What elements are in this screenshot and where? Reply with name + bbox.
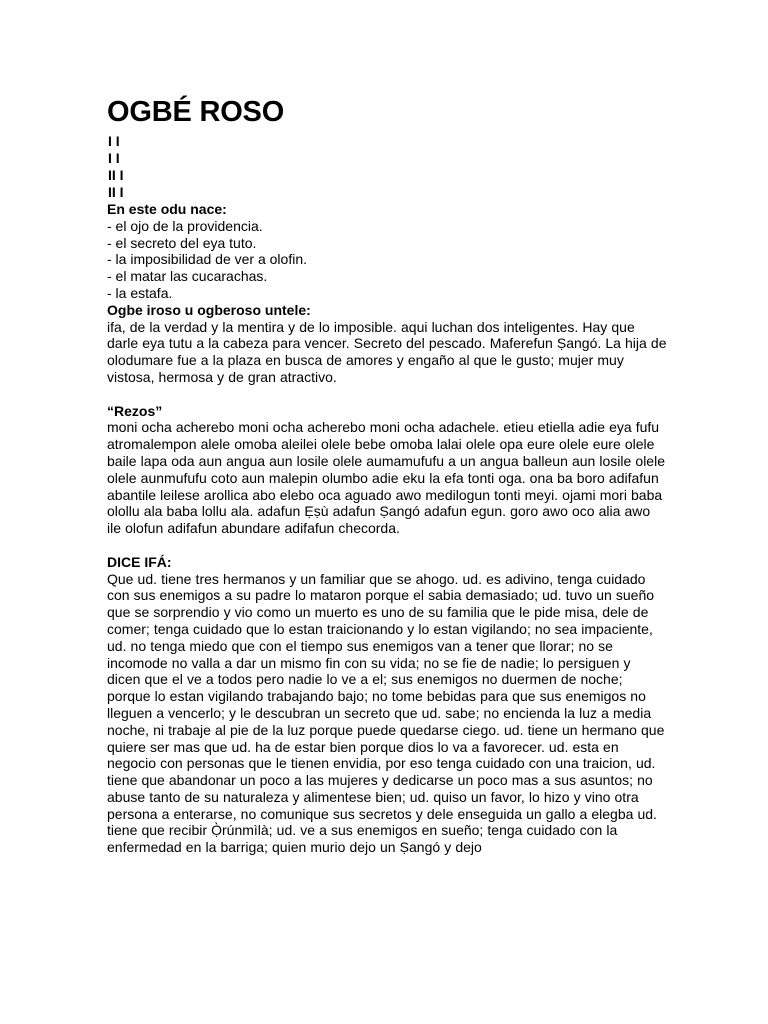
list-item: - el matar las cucarachas. [107,268,268,285]
document-page [107,95,667,856]
section-heading-dice-ifa: DICE IFÁ: [107,553,172,570]
list-item: - la estafa. [107,284,173,301]
odu-mark-line: II I [108,167,124,183]
dice-ifa-paragraph: Que ud. tiene tres hermanos y un familiar que se ahogo. ud. es adivino, tenga cuidado con sus enemigos a su padre lo mataron porque el sabia demasiado; ud. tuvo un sueño que se sorprendio y vio como un muerto es uno de su familia que le pide misa, dele de comer; tenga cuidado que lo estan traicionando y lo estan vigilando; no sea impaciente, ud. no tenga miedo que con el tiempo sus enemigos van a tener que llorar; no se incomode no valla a dar un mismo fin con su vida; no se fie de nadie; lo persiguen y dicen que el ve a todos pero nadie lo ve a el; sus enemigos no duermen de noche; porque lo estan vigilando trabajando bajo; no tome bebidas para que sus enemigos no lleguen a vencerlo; y le descubran un secreto que ud. sabe; no encienda la luz a media noche, ni trabaje al pie de la luz porque puede quedarse ciego. ud. tiene un hermano que quiere ser mas que ud. ha de estar bien porque dios lo va a favorecer. ud. esta en negocio con personas que le tienen envidia, por eso tenga cuidado con una traicion, ud. tiene que abandonar un poco a las mujeres y dedicarse un poco mas a sus asuntos; no abuse tanto de su naturaleza y alimentese bien; ud. quiso un favor, lo hizo y vino otra persona a enterarse, no comunique sus secretos y dele enseguida un gallo a elegba ud. tiene que recibir Ọ̀rúnmìlà; ud. ve a sus enemigos en sueño; tenga cuidado con la enfermedad en la barriga; quien murio dejo un Ṣangó y dejo [107,570,665,856]
document-title: OGBÉ ROSO [107,96,285,128]
section-heading-en-este-odu-nace: En este odu nace: [107,201,227,217]
odu-mark-line: II I [108,184,124,200]
rezos-paragraph: moni ocha acherebo moni ocha acherebo moni ocha adachele. etieu etiella adie eya fufu atromalempon alele omoba aleilei olele bebe omoba lalai olele opa eure olele eure olele baile lapa oda aun angua aun losile olele aumamufufu a un angua balleun aun losile olele olele aunmufufu coto aun malepin olumbo adie eku la efa tonti oga. ona ba boro adifafun abantile leilese arollica abo elebo oca aguado awo medilogun tonti meyi. ojami mori baba olollu ala baba lollu ala. adafun Ẹṣù adafun Ṣangó adafun egun. goro awo oco alia awo ile olofun adifafun abundare adifafun checorda. [107,419,665,537]
ogbe-iroso-paragraph: ifa, de la verdad y la mentira y de lo imposible. aqui luchan dos inteligentes. Hay que darle eya tutu a la cabeza para vencer. Secreto del pescado. Maferefun Ṣangó. La hija de olodumare fue a la plaza en busca de amores y engaño al que le gusto; mujer muy vistosa, hermosa y de gran atractivo. [107,318,667,385]
list-item: - el ojo de la providencia. [107,217,263,234]
section-heading-ogbe-iroso: Ogbe iroso u ogberoso untele: [107,301,311,318]
odu-mark-line: I I [108,133,120,149]
list-item: - el secreto del eya tuto. [107,234,257,251]
list-item: - la imposibilidad de ver a olofin. [107,251,307,268]
odu-marks [107,133,667,201]
paragraph-spacer [107,386,667,403]
birth-list [107,218,667,302]
odu-mark-line: I I [108,150,120,166]
paragraph-spacer [107,537,667,554]
section-heading-rezos: “Rezos” [107,402,163,419]
